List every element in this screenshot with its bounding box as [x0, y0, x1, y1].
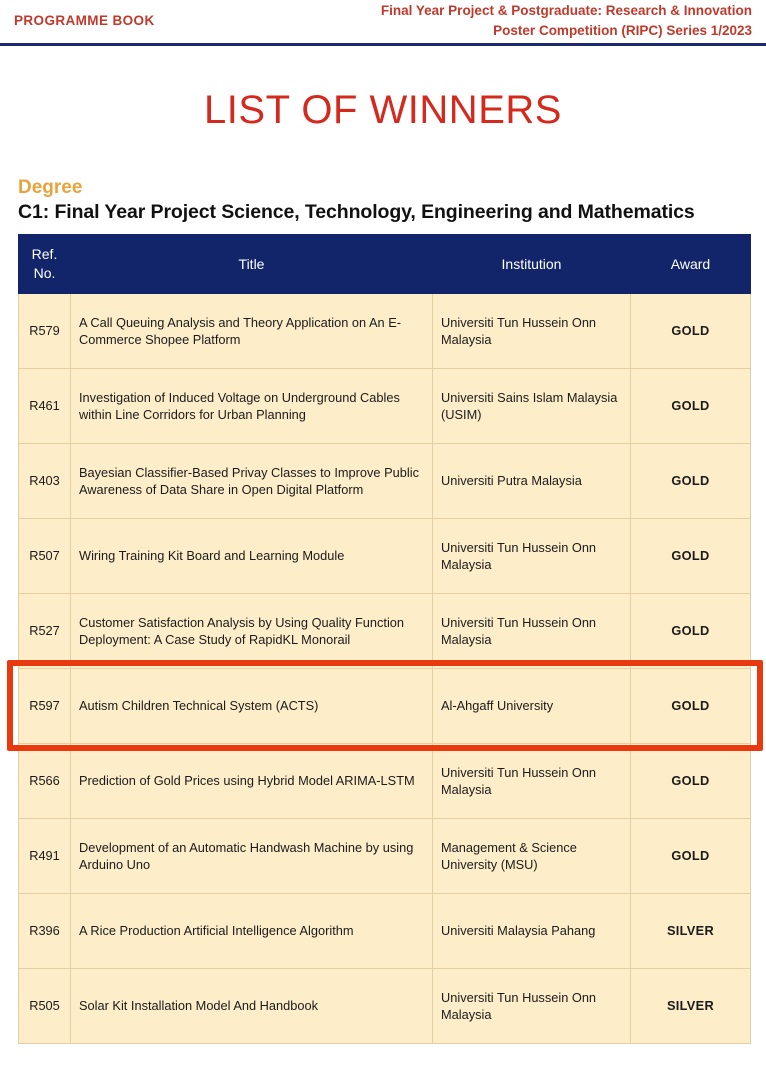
cell-title: Bayesian Classifier-Based Privay Classes to Improve Public Awareness of Data Share in Open Digital Platform — [71, 443, 433, 518]
cell-ref: R597 — [19, 668, 71, 743]
cell-ref: R579 — [19, 293, 71, 368]
degree-label: Degree — [18, 177, 83, 198]
cell-title: A Call Queuing Analysis and Theory Application on An E-Commerce Shopee Platform — [71, 293, 433, 368]
column-header-ref-line2: No. — [33, 264, 56, 281]
cell-institution: Universiti Tun Hussein Onn Malaysia — [433, 593, 631, 668]
table-row — [19, 893, 751, 968]
cell-award: GOLD — [631, 518, 751, 593]
category-label: C1: Final Year Project Science, Technology, Engineering and Mathematics — [18, 201, 695, 223]
cell-ref: R566 — [19, 743, 71, 818]
winners-table-body — [19, 293, 751, 1043]
page-title: LIST OF WINNERS — [204, 88, 562, 132]
cell-title: Wiring Training Kit Board and Learning Module — [71, 518, 433, 593]
event-title-line1: Final Year Project & Postgraduate: Research & Innovation — [380, 2, 752, 18]
column-header-award: Award — [631, 235, 751, 294]
cell-ref: R461 — [19, 368, 71, 443]
cell-title: Solar Kit Installation Model And Handbook — [71, 968, 433, 1043]
event-title — [381, 1, 752, 40]
column-header-ref — [19, 235, 71, 294]
cell-institution: Universiti Malaysia Pahang — [433, 893, 631, 968]
table-header-row — [19, 235, 751, 294]
table-row — [19, 293, 751, 368]
cell-institution: Universiti Tun Hussein Onn Malaysia — [433, 743, 631, 818]
table-row — [19, 593, 751, 668]
table-row — [19, 518, 751, 593]
cell-institution: Al-Ahgaff University — [433, 668, 631, 743]
cell-award: GOLD — [631, 443, 751, 518]
table-row — [19, 818, 751, 893]
cell-ref: R403 — [19, 443, 71, 518]
cell-title: Autism Children Technical System (ACTS) — [71, 668, 433, 743]
cell-ref: R491 — [19, 818, 71, 893]
winners-table-area — [18, 234, 748, 1044]
cell-award: GOLD — [631, 293, 751, 368]
winners-table — [18, 234, 751, 1044]
cell-institution: Universiti Tun Hussein Onn Malaysia — [433, 293, 631, 368]
table-row — [19, 968, 751, 1043]
cell-institution: Universiti Putra Malaysia — [433, 443, 631, 518]
cell-award: GOLD — [631, 668, 751, 743]
cell-ref: R507 — [19, 518, 71, 593]
table-row — [19, 668, 751, 743]
column-header-title: Title — [71, 235, 433, 294]
cell-award: GOLD — [631, 593, 751, 668]
cell-ref: R527 — [19, 593, 71, 668]
cell-institution: Management & Science University (MSU) — [433, 818, 631, 893]
table-row — [19, 443, 751, 518]
winners-section — [0, 177, 766, 1044]
table-row — [19, 368, 751, 443]
cell-award: GOLD — [631, 818, 751, 893]
cell-title: Development of an Automatic Handwash Machine by using Arduino Uno — [71, 818, 433, 893]
cell-title: A Rice Production Artificial Intelligence Algorithm — [71, 893, 433, 968]
cell-title: Investigation of Induced Voltage on Underground Cables within Line Corridors for Urban Planning — [71, 368, 433, 443]
cell-title: Prediction of Gold Prices using Hybrid Model ARIMA-LSTM — [71, 743, 433, 818]
event-title-line2: Poster Competition (RIPC) Series 1/2023 — [493, 22, 752, 38]
cell-award: GOLD — [631, 743, 751, 818]
cell-institution: Universiti Sains Islam Malaysia (USIM) — [433, 368, 631, 443]
cell-award: SILVER — [631, 893, 751, 968]
column-header-institution: Institution — [433, 235, 631, 294]
programme-book-label: PROGRAMME BOOK — [14, 13, 155, 28]
cell-award: GOLD — [631, 368, 751, 443]
cell-institution: Universiti Tun Hussein Onn Malaysia — [433, 968, 631, 1043]
cell-institution: Universiti Tun Hussein Onn Malaysia — [433, 518, 631, 593]
table-row — [19, 743, 751, 818]
column-header-ref-line1: Ref. — [31, 246, 58, 262]
cell-title: Customer Satisfaction Analysis by Using Quality Function Deployment: A Case Study of RapidKL Monorail — [71, 593, 433, 668]
cell-ref: R396 — [19, 893, 71, 968]
page-header — [0, 0, 766, 46]
cell-ref: R505 — [19, 968, 71, 1043]
cell-award: SILVER — [631, 968, 751, 1043]
